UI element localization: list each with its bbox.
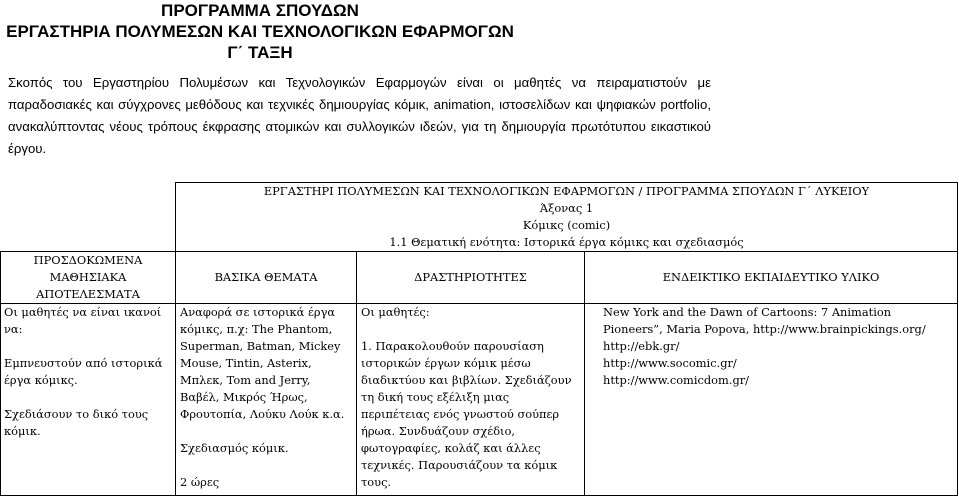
col-header-outcomes-line3: ΑΠΟΤΕΛΕΣΜΑΤΑ xyxy=(36,287,140,301)
material-item: http://ebk.gr/ xyxy=(603,339,680,353)
doc-subtitle: ΕΡΓΑΣΤΗΡΙΑ ΠΟΛΥΜΕΣΩΝ ΚΑΙ ΤΕΧΝΟΛΟΓΙΚΩΝ ΕΦΑΡΜΟΓΩΝ xyxy=(6,22,514,41)
topics-cell xyxy=(176,304,357,496)
outcomes-cell xyxy=(1,304,176,496)
activities-intro: Οι μαθητές: xyxy=(361,305,430,319)
doc-title: ΠΡΟΓΡΑΜΜΑ ΣΠΟΥΔΩΝ xyxy=(161,1,359,20)
material-item: New York and the Dawn of Cartoons: 7 Animation Pioneers”, Maria Popova, http://www.brainpickings.org/ xyxy=(603,305,926,336)
col-header-topics xyxy=(176,252,357,304)
outcome-item: Εμπνευστούν από ιστορικά έργα κόμικς. xyxy=(4,356,163,387)
col-header-activities-label: ΔΡΑΣΤΗΡΙΟΤΗΤΕΣ xyxy=(414,270,527,284)
table-row xyxy=(1,304,958,496)
axis-label: Άξονας 1 xyxy=(539,201,594,215)
outcome-item: Σχεδιάσουν το δικό τους κόμικ. xyxy=(4,407,149,438)
thematic-unit: 1.1 Θεματική ενότητα: Ιστορικά έργα κόμικς και σχεδιασμός xyxy=(389,235,744,249)
topics-design: Σχεδιασμός κόμικ. xyxy=(180,441,289,455)
activities-cell xyxy=(357,304,585,496)
table-header-cell xyxy=(176,183,958,252)
col-header-outcomes-line2: ΜΑΘΗΣΙΑΚΑ xyxy=(49,270,127,284)
materials-cell xyxy=(585,304,958,496)
curriculum-table xyxy=(0,182,958,496)
material-item: http://www.comicdom.gr/ xyxy=(603,373,750,387)
table-header-row xyxy=(1,183,958,252)
col-header-outcomes xyxy=(1,252,176,304)
col-header-materials-label: ΕΝΔΕΙΚΤΙΚΟ ΕΚΠΑΙΔΕΥΤΙΚΟ ΥΛΙΚΟ xyxy=(662,270,880,284)
col-header-outcomes-line1: ΠΡΟΣΔΟΚΩΜΕΝΑ xyxy=(33,253,143,267)
col-header-topics-label: ΒΑΣΙΚΑ ΘΕΜΑΤΑ xyxy=(214,270,318,284)
col-header-activities xyxy=(357,252,585,304)
intro-paragraph: Σκοπός του Εργαστηρίου Πολυμέσων και Τεχνολογικών Εφαρμογών είναι οι μαθητές να πειραματιστούν με παραδοσιακές και σύγχρονες μεθόδους και τεχνικές δημιουργίας κόμικ, animation, ιστοσελίδων και ψηφιακών portfolio, ανακαλύπτοντας νέους τρόπους έκφρασης ατομικών και συλλογικών ιδεών, για τη δημιουργία πρωτότυπου εικαστικού έργου. xyxy=(8,75,711,156)
axis-topic: Κόμικς (comic) xyxy=(522,218,611,232)
table-header-title: ΕΡΓΑΣΤΗΡΙ ΠΟΛΥΜΕΣΩΝ ΚΑΙ ΤΕΧΝΟΛΟΓΙΚΩΝ ΕΦΑΡΜΟΓΩΝ / ΠΡΟΓΡΑΜΜΑ ΣΠΟΥΔΩΝ Γ΄ ΛΥΚΕΙΟΥ xyxy=(263,184,870,198)
topics-text: Αναφορά σε ιστορικά έργα κόμικς, π.χ: The Phantom, Superman, Batman, Mickey Mouse, Tintin, Asterix, Μπλεκ, Tom and Jerry, Βαβέλ, Μικρός Ήρως, Φρουτοπία, Λούκυ Λούκ κ.α. xyxy=(180,305,345,421)
outcomes-intro: Οι μαθητές να είναι ικανοί να: xyxy=(4,305,162,336)
material-item: http://www.socomic.gr/ xyxy=(603,356,737,370)
class-label: Γ΄ ΤΑΞΗ xyxy=(227,43,293,62)
activities-text: 1. Παρακολουθούν παρουσίαση ιστορικών έργων κόμικ μέσω διαδικτύου και βιβλίων. Σχεδιάζουν τη δική τους εξέλιξη μιας περιπέτειας ενός γνωστού σούπερ ήρωα. Συνδυάζουν σχέδιο, φωτογραφίες, κολάζ και άλλες τεχνικές. Παρουσιάζουν τα κόμικ τους. xyxy=(361,339,572,489)
col-header-materials xyxy=(585,252,958,304)
column-headers-row xyxy=(1,252,958,304)
empty-corner-cell xyxy=(1,183,176,252)
topics-hours: 2 ώρες xyxy=(180,475,220,489)
